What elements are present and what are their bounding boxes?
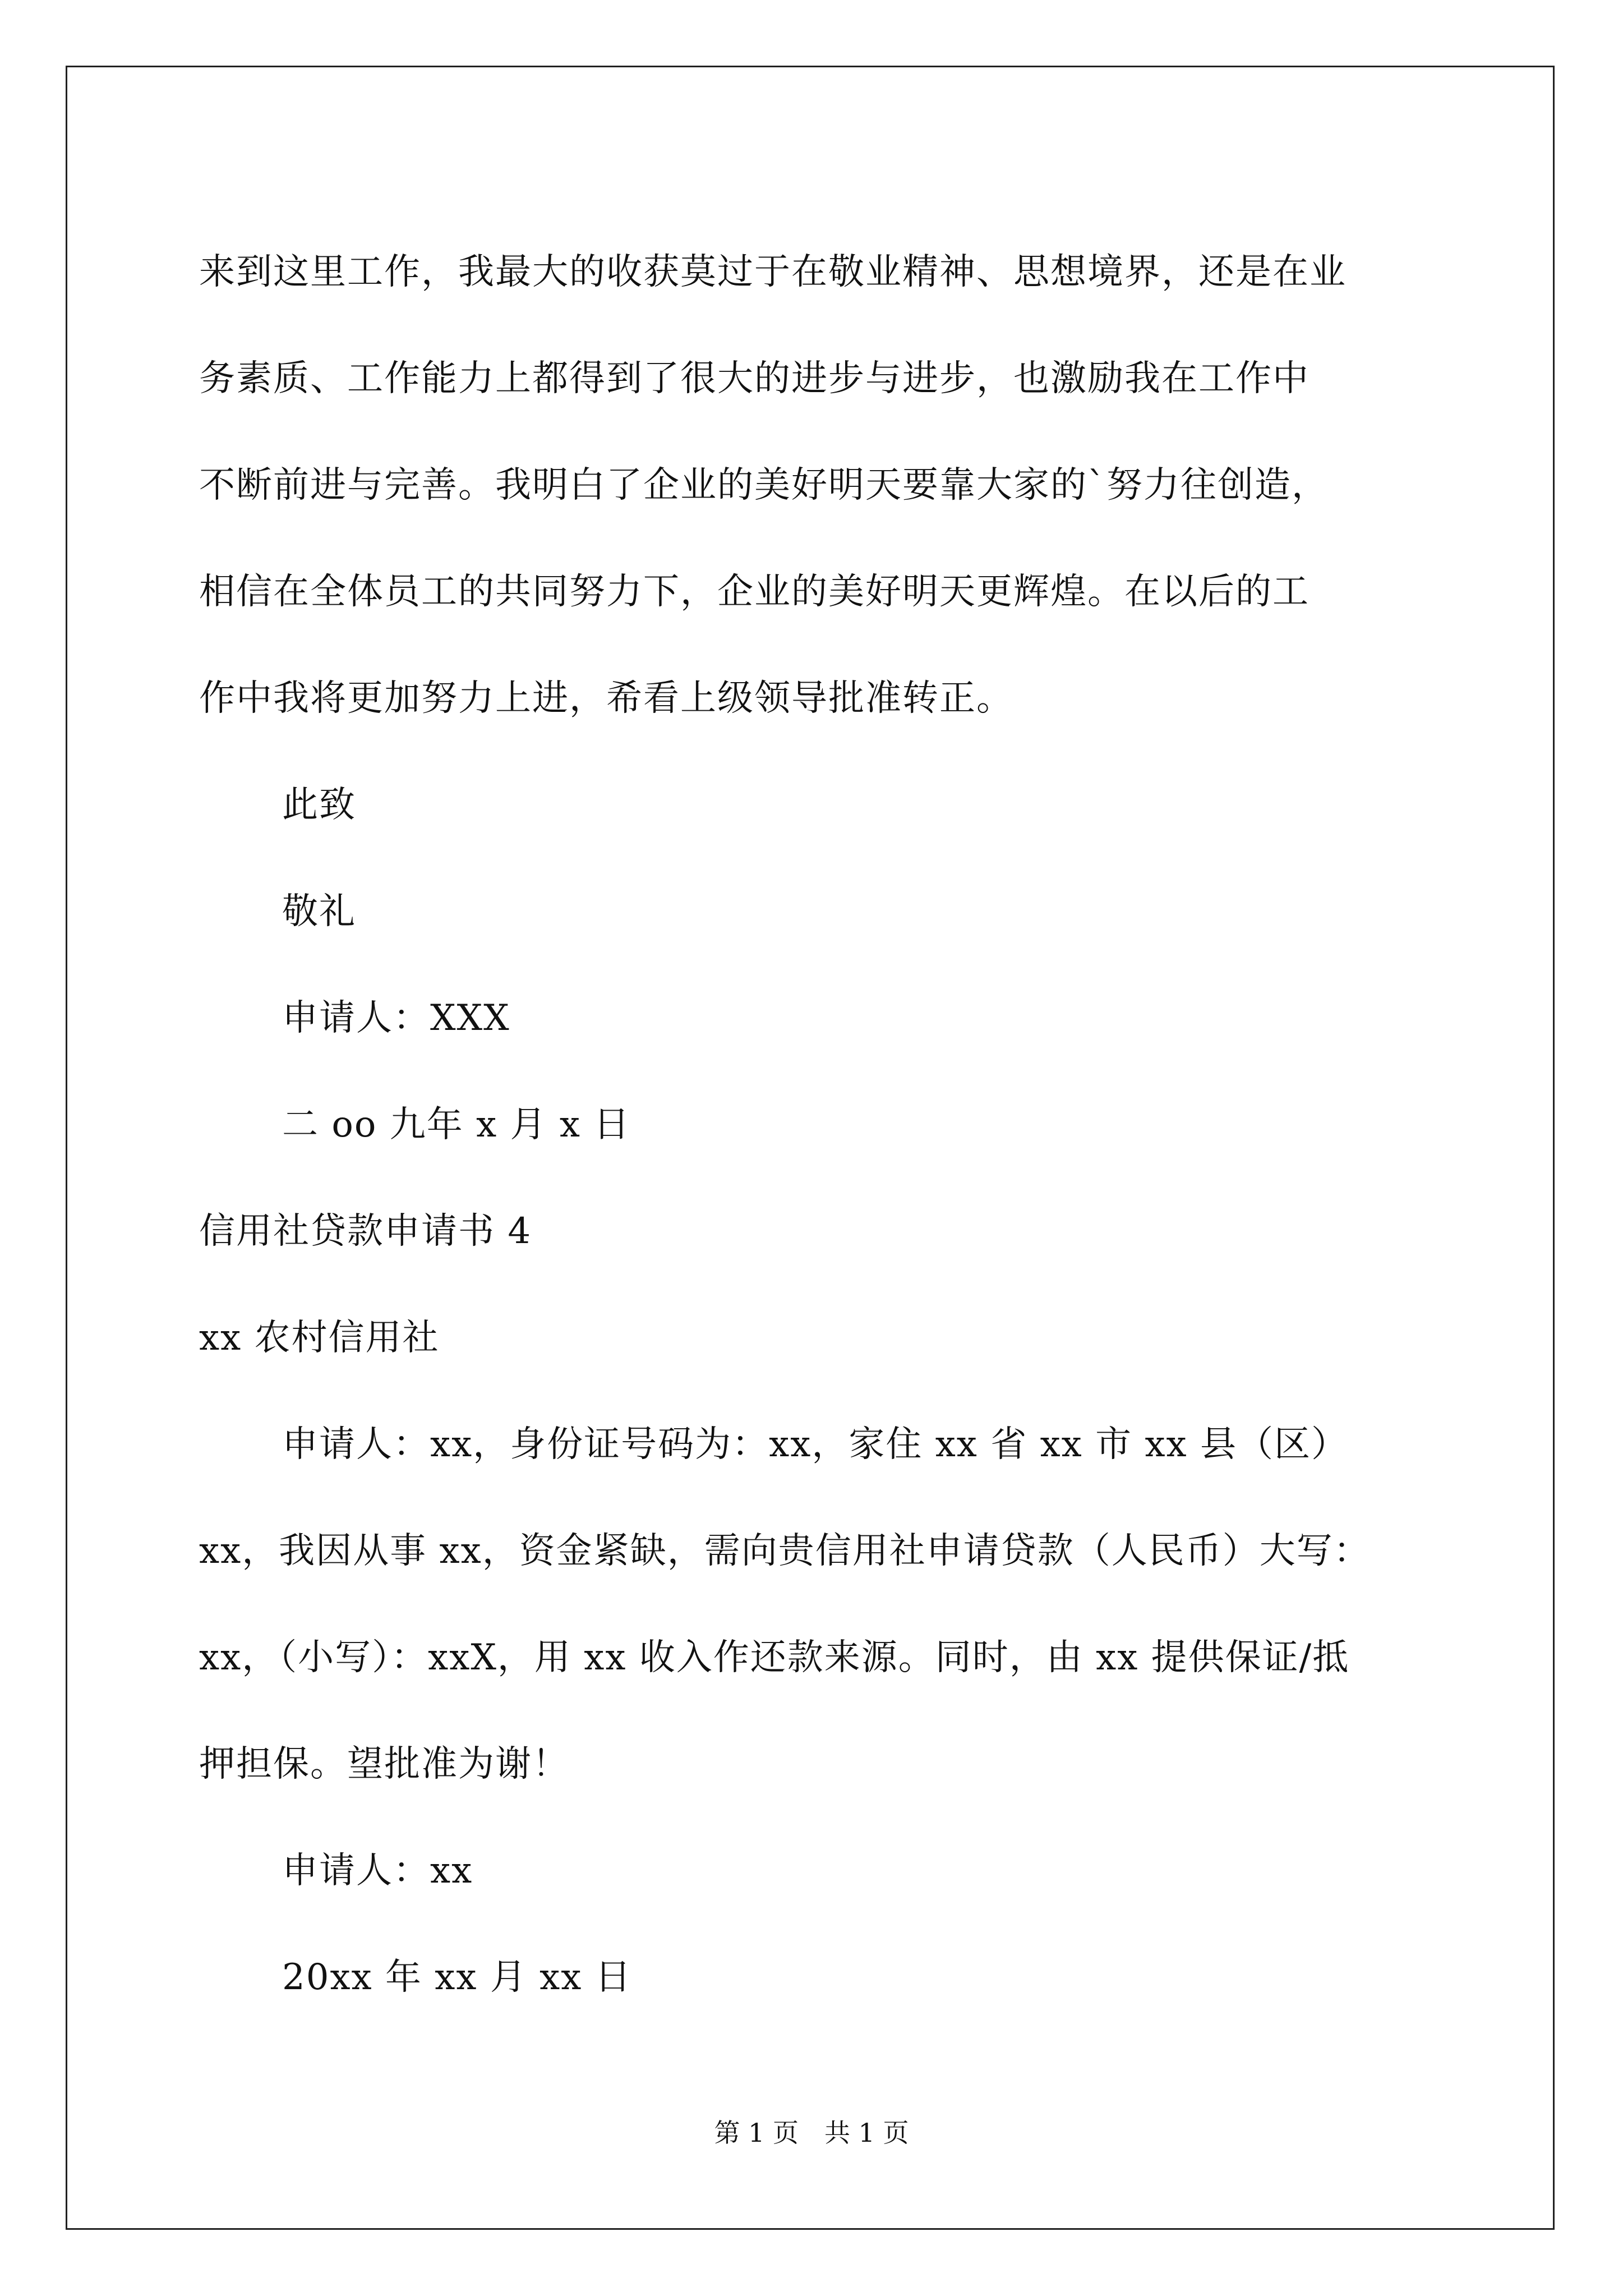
signature-date: 20xx 年 xx 月 xx 日 [282, 1957, 632, 1998]
body-text-line: xx，我因从事 xx，资金紧缺，需向贵信用社申请贷款（人民币）大写： [199, 1530, 1371, 1572]
applicant-signature: 申请人：xx [282, 1850, 473, 1892]
body-text-line: 申请人：xx，身份证号码为：xx，家住 xx 省 xx 市 xx 县（区） [282, 1424, 1348, 1465]
salutation: 此致 [282, 784, 356, 826]
document-body [199, 219, 1461, 2031]
closing: 敬礼 [282, 891, 356, 932]
section-title: 信用社贷款申请书 4 [199, 1211, 532, 1252]
signature-date: 二 oo 九年 x 月 x 日 [282, 1104, 631, 1145]
body-text-line: 作中我将更加努力上进，希看上级领导批准转正。 [199, 678, 1013, 719]
body-text-line: xx，（小写）：xxX，用 xx 收入作还款来源。同时，由 xx 提供保证/抵 [199, 1637, 1350, 1678]
applicant-signature: 申请人：XXX [282, 997, 510, 1039]
recipient: xx 农村信用社 [199, 1317, 440, 1359]
body-text-line: 来到这里工作，我最大的收获莫过于在敬业精神、思想境界，还是在业 [199, 251, 1347, 293]
body-text-line: 押担保。望批准为谢！ [199, 1743, 569, 1785]
body-text-line: 务素质、工作能力上都得到了很大的进步与进步，也激励我在工作中 [199, 358, 1310, 399]
body-text-line: 相信在全体员工的共同努力下，企业的美好明天更辉煌。在以后的工 [199, 571, 1310, 613]
page-footer: 第 1 页 共 1 页 [714, 2118, 909, 2148]
body-text-line: 不断前进与完善。我明白了企业的美好明天要靠大家的`努力往创造， [199, 464, 1329, 506]
